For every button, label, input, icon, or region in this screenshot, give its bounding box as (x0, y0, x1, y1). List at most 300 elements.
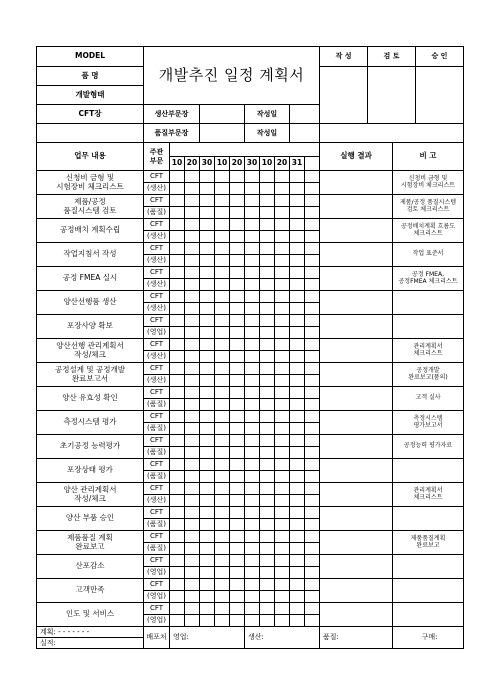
schedule-actual-cell[interactable] (260, 183, 275, 195)
schedule-plan-cell[interactable] (260, 243, 275, 255)
schedule-plan-cell[interactable] (230, 363, 245, 375)
schedule-plan-cell[interactable] (275, 531, 290, 543)
result-cell[interactable] (320, 267, 393, 291)
schedule-actual-cell[interactable] (185, 543, 200, 555)
schedule-plan-cell[interactable] (185, 171, 200, 183)
schedule-actual-cell[interactable] (305, 207, 320, 219)
schedule-actual-cell[interactable] (200, 543, 215, 555)
schedule-actual-cell[interactable] (200, 183, 215, 195)
schedule-plan-cell[interactable] (305, 291, 320, 303)
schedule-plan-cell[interactable] (245, 195, 260, 207)
schedule-actual-cell[interactable] (290, 279, 305, 291)
schedule-actual-cell[interactable] (230, 399, 245, 411)
schedule-plan-cell[interactable] (215, 315, 230, 327)
schedule-actual-cell[interactable] (275, 471, 290, 483)
schedule-plan-cell[interactable] (260, 555, 275, 567)
schedule-plan-cell[interactable] (230, 219, 245, 231)
schedule-actual-cell[interactable] (170, 447, 185, 459)
schedule-plan-cell[interactable] (275, 315, 290, 327)
schedule-plan-cell[interactable] (230, 411, 245, 423)
schedule-plan-cell[interactable] (245, 243, 260, 255)
schedule-plan-cell[interactable] (305, 411, 320, 423)
schedule-plan-cell[interactable] (275, 267, 290, 279)
schedule-actual-cell[interactable] (230, 303, 245, 315)
schedule-plan-cell[interactable] (215, 603, 230, 615)
schedule-actual-cell[interactable] (200, 231, 215, 243)
schedule-actual-cell[interactable] (305, 255, 320, 267)
schedule-plan-cell[interactable] (215, 483, 230, 495)
schedule-plan-cell[interactable] (305, 363, 320, 375)
schedule-plan-cell[interactable] (305, 555, 320, 567)
schedule-plan-cell[interactable] (200, 531, 215, 543)
schedule-actual-cell[interactable] (290, 615, 305, 627)
schedule-actual-cell[interactable] (185, 351, 200, 363)
schedule-plan-cell[interactable] (305, 483, 320, 495)
schedule-plan-cell[interactable] (275, 483, 290, 495)
schedule-actual-cell[interactable] (305, 327, 320, 339)
schedule-actual-cell[interactable] (200, 519, 215, 531)
schedule-actual-cell[interactable] (185, 375, 200, 387)
schedule-plan-cell[interactable] (200, 315, 215, 327)
schedule-plan-cell[interactable] (245, 555, 260, 567)
schedule-actual-cell[interactable] (185, 327, 200, 339)
schedule-actual-cell[interactable] (275, 615, 290, 627)
result-cell[interactable] (320, 339, 393, 363)
result-cell[interactable] (320, 483, 393, 507)
prod-write-date-value[interactable] (290, 105, 320, 124)
schedule-plan-cell[interactable] (275, 339, 290, 351)
schedule-plan-cell[interactable] (245, 171, 260, 183)
schedule-actual-cell[interactable] (200, 615, 215, 627)
schedule-plan-cell[interactable] (275, 291, 290, 303)
schedule-actual-cell[interactable] (245, 303, 260, 315)
schedule-actual-cell[interactable] (200, 399, 215, 411)
schedule-actual-cell[interactable] (230, 495, 245, 507)
schedule-actual-cell[interactable] (245, 423, 260, 435)
schedule-plan-cell[interactable] (230, 603, 245, 615)
schedule-plan-cell[interactable] (200, 387, 215, 399)
schedule-actual-cell[interactable] (215, 567, 230, 579)
schedule-actual-cell[interactable] (200, 495, 215, 507)
schedule-actual-cell[interactable] (215, 447, 230, 459)
schedule-actual-cell[interactable] (230, 591, 245, 603)
schedule-actual-cell[interactable] (185, 423, 200, 435)
schedule-actual-cell[interactable] (245, 615, 260, 627)
schedule-plan-cell[interactable] (260, 219, 275, 231)
schedule-plan-cell[interactable] (230, 315, 245, 327)
schedule-actual-cell[interactable] (200, 207, 215, 219)
schedule-plan-cell[interactable] (245, 315, 260, 327)
schedule-plan-cell[interactable] (215, 267, 230, 279)
schedule-actual-cell[interactable] (230, 183, 245, 195)
schedule-actual-cell[interactable] (305, 423, 320, 435)
schedule-plan-cell[interactable] (305, 531, 320, 543)
schedule-actual-cell[interactable] (290, 183, 305, 195)
schedule-plan-cell[interactable] (200, 339, 215, 351)
schedule-actual-cell[interactable] (290, 255, 305, 267)
schedule-actual-cell[interactable] (230, 327, 245, 339)
schedule-actual-cell[interactable] (215, 351, 230, 363)
schedule-actual-cell[interactable] (275, 279, 290, 291)
schedule-plan-cell[interactable] (215, 459, 230, 471)
schedule-actual-cell[interactable] (170, 375, 185, 387)
schedule-actual-cell[interactable] (200, 591, 215, 603)
schedule-actual-cell[interactable] (275, 207, 290, 219)
schedule-plan-cell[interactable] (290, 555, 305, 567)
schedule-plan-cell[interactable] (260, 507, 275, 519)
schedule-plan-cell[interactable] (185, 483, 200, 495)
schedule-plan-cell[interactable] (230, 267, 245, 279)
schedule-actual-cell[interactable] (200, 471, 215, 483)
schedule-plan-cell[interactable] (275, 243, 290, 255)
schedule-actual-cell[interactable] (200, 255, 215, 267)
schedule-plan-cell[interactable] (290, 195, 305, 207)
schedule-plan-cell[interactable] (185, 579, 200, 591)
sign-review-box[interactable] (368, 67, 416, 123)
schedule-actual-cell[interactable] (215, 255, 230, 267)
result-cell[interactable] (320, 387, 393, 411)
schedule-plan-cell[interactable] (245, 411, 260, 423)
schedule-plan-cell[interactable] (170, 243, 185, 255)
schedule-plan-cell[interactable] (170, 291, 185, 303)
sign-approve-box[interactable] (415, 67, 463, 123)
schedule-plan-cell[interactable] (215, 507, 230, 519)
schedule-plan-cell[interactable] (230, 459, 245, 471)
schedule-plan-cell[interactable] (260, 579, 275, 591)
schedule-actual-cell[interactable] (275, 423, 290, 435)
schedule-plan-cell[interactable] (290, 531, 305, 543)
schedule-plan-cell[interactable] (275, 579, 290, 591)
schedule-plan-cell[interactable] (230, 387, 245, 399)
schedule-actual-cell[interactable] (305, 543, 320, 555)
schedule-actual-cell[interactable] (290, 375, 305, 387)
schedule-actual-cell[interactable] (200, 567, 215, 579)
schedule-actual-cell[interactable] (200, 327, 215, 339)
schedule-actual-cell[interactable] (275, 231, 290, 243)
result-cell[interactable] (320, 195, 393, 219)
schedule-actual-cell[interactable] (170, 519, 185, 531)
schedule-plan-cell[interactable] (185, 195, 200, 207)
schedule-plan-cell[interactable] (290, 339, 305, 351)
schedule-actual-cell[interactable] (305, 471, 320, 483)
schedule-plan-cell[interactable] (275, 195, 290, 207)
schedule-plan-cell[interactable] (245, 435, 260, 447)
result-cell[interactable] (320, 411, 393, 435)
schedule-actual-cell[interactable] (230, 231, 245, 243)
schedule-plan-cell[interactable] (290, 243, 305, 255)
schedule-actual-cell[interactable] (215, 399, 230, 411)
schedule-plan-cell[interactable] (275, 171, 290, 183)
schedule-actual-cell[interactable] (200, 447, 215, 459)
schedule-actual-cell[interactable] (245, 351, 260, 363)
schedule-plan-cell[interactable] (290, 171, 305, 183)
schedule-plan-cell[interactable] (290, 363, 305, 375)
schedule-actual-cell[interactable] (275, 447, 290, 459)
schedule-plan-cell[interactable] (215, 195, 230, 207)
schedule-actual-cell[interactable] (260, 447, 275, 459)
schedule-plan-cell[interactable] (290, 483, 305, 495)
schedule-plan-cell[interactable] (200, 243, 215, 255)
schedule-actual-cell[interactable] (215, 423, 230, 435)
schedule-plan-cell[interactable] (275, 219, 290, 231)
schedule-plan-cell[interactable] (170, 579, 185, 591)
schedule-plan-cell[interactable] (260, 435, 275, 447)
schedule-actual-cell[interactable] (305, 231, 320, 243)
schedule-plan-cell[interactable] (200, 603, 215, 615)
schedule-actual-cell[interactable] (275, 567, 290, 579)
schedule-actual-cell[interactable] (215, 591, 230, 603)
schedule-plan-cell[interactable] (260, 411, 275, 423)
schedule-actual-cell[interactable] (260, 567, 275, 579)
schedule-actual-cell[interactable] (230, 423, 245, 435)
schedule-actual-cell[interactable] (305, 615, 320, 627)
schedule-actual-cell[interactable] (170, 351, 185, 363)
schedule-plan-cell[interactable] (200, 291, 215, 303)
schedule-actual-cell[interactable] (170, 279, 185, 291)
schedule-actual-cell[interactable] (260, 615, 275, 627)
result-cell[interactable] (320, 291, 393, 315)
schedule-actual-cell[interactable] (245, 567, 260, 579)
schedule-actual-cell[interactable] (230, 375, 245, 387)
schedule-actual-cell[interactable] (290, 351, 305, 363)
schedule-actual-cell[interactable] (185, 255, 200, 267)
schedule-plan-cell[interactable] (260, 339, 275, 351)
schedule-actual-cell[interactable] (230, 543, 245, 555)
schedule-actual-cell[interactable] (230, 567, 245, 579)
schedule-actual-cell[interactable] (290, 207, 305, 219)
schedule-plan-cell[interactable] (275, 459, 290, 471)
schedule-plan-cell[interactable] (170, 603, 185, 615)
schedule-plan-cell[interactable] (245, 267, 260, 279)
schedule-actual-cell[interactable] (200, 279, 215, 291)
schedule-actual-cell[interactable] (170, 495, 185, 507)
schedule-actual-cell[interactable] (245, 279, 260, 291)
schedule-plan-cell[interactable] (260, 483, 275, 495)
schedule-actual-cell[interactable] (260, 255, 275, 267)
schedule-actual-cell[interactable] (230, 519, 245, 531)
schedule-plan-cell[interactable] (185, 267, 200, 279)
schedule-plan-cell[interactable] (170, 555, 185, 567)
schedule-plan-cell[interactable] (185, 291, 200, 303)
schedule-actual-cell[interactable] (230, 351, 245, 363)
schedule-plan-cell[interactable] (170, 315, 185, 327)
schedule-actual-cell[interactable] (170, 567, 185, 579)
schedule-actual-cell[interactable] (245, 495, 260, 507)
schedule-actual-cell[interactable] (245, 231, 260, 243)
schedule-actual-cell[interactable] (260, 207, 275, 219)
schedule-actual-cell[interactable] (290, 327, 305, 339)
schedule-actual-cell[interactable] (245, 183, 260, 195)
schedule-plan-cell[interactable] (170, 531, 185, 543)
schedule-plan-cell[interactable] (215, 219, 230, 231)
schedule-plan-cell[interactable] (170, 387, 185, 399)
schedule-actual-cell[interactable] (260, 279, 275, 291)
schedule-plan-cell[interactable] (185, 387, 200, 399)
schedule-plan-cell[interactable] (215, 171, 230, 183)
schedule-actual-cell[interactable] (200, 303, 215, 315)
schedule-plan-cell[interactable] (200, 171, 215, 183)
schedule-actual-cell[interactable] (260, 303, 275, 315)
schedule-plan-cell[interactable] (305, 435, 320, 447)
schedule-actual-cell[interactable] (230, 279, 245, 291)
schedule-actual-cell[interactable] (290, 423, 305, 435)
schedule-plan-cell[interactable] (305, 507, 320, 519)
schedule-plan-cell[interactable] (275, 387, 290, 399)
schedule-actual-cell[interactable] (275, 183, 290, 195)
schedule-actual-cell[interactable] (170, 255, 185, 267)
schedule-plan-cell[interactable] (260, 171, 275, 183)
schedule-actual-cell[interactable] (260, 495, 275, 507)
schedule-actual-cell[interactable] (290, 399, 305, 411)
schedule-actual-cell[interactable] (170, 543, 185, 555)
result-cell[interactable] (320, 555, 393, 579)
schedule-plan-cell[interactable] (290, 267, 305, 279)
schedule-actual-cell[interactable] (275, 375, 290, 387)
schedule-actual-cell[interactable] (215, 495, 230, 507)
schedule-actual-cell[interactable] (215, 303, 230, 315)
schedule-actual-cell[interactable] (275, 255, 290, 267)
schedule-plan-cell[interactable] (290, 291, 305, 303)
schedule-plan-cell[interactable] (290, 507, 305, 519)
schedule-plan-cell[interactable] (185, 459, 200, 471)
schedule-plan-cell[interactable] (170, 435, 185, 447)
schedule-plan-cell[interactable] (200, 435, 215, 447)
schedule-plan-cell[interactable] (230, 435, 245, 447)
schedule-plan-cell[interactable] (305, 579, 320, 591)
schedule-actual-cell[interactable] (170, 615, 185, 627)
schedule-plan-cell[interactable] (215, 555, 230, 567)
schedule-plan-cell[interactable] (305, 219, 320, 231)
schedule-plan-cell[interactable] (290, 387, 305, 399)
schedule-actual-cell[interactable] (215, 543, 230, 555)
schedule-actual-cell[interactable] (290, 303, 305, 315)
schedule-plan-cell[interactable] (290, 315, 305, 327)
schedule-actual-cell[interactable] (305, 495, 320, 507)
schedule-actual-cell[interactable] (275, 327, 290, 339)
schedule-plan-cell[interactable] (215, 579, 230, 591)
schedule-plan-cell[interactable] (170, 411, 185, 423)
schedule-plan-cell[interactable] (230, 507, 245, 519)
schedule-actual-cell[interactable] (185, 279, 200, 291)
schedule-actual-cell[interactable] (185, 303, 200, 315)
schedule-actual-cell[interactable] (260, 519, 275, 531)
schedule-plan-cell[interactable] (170, 267, 185, 279)
schedule-plan-cell[interactable] (200, 507, 215, 519)
schedule-plan-cell[interactable] (185, 315, 200, 327)
result-cell[interactable] (320, 363, 393, 387)
schedule-plan-cell[interactable] (275, 363, 290, 375)
schedule-actual-cell[interactable] (185, 495, 200, 507)
schedule-plan-cell[interactable] (185, 339, 200, 351)
schedule-plan-cell[interactable] (230, 555, 245, 567)
schedule-actual-cell[interactable] (215, 279, 230, 291)
result-cell[interactable] (320, 435, 393, 459)
schedule-actual-cell[interactable] (200, 375, 215, 387)
schedule-plan-cell[interactable] (275, 555, 290, 567)
schedule-actual-cell[interactable] (215, 231, 230, 243)
schedule-actual-cell[interactable] (185, 567, 200, 579)
schedule-plan-cell[interactable] (185, 363, 200, 375)
schedule-plan-cell[interactable] (215, 411, 230, 423)
schedule-plan-cell[interactable] (260, 603, 275, 615)
schedule-plan-cell[interactable] (290, 435, 305, 447)
schedule-actual-cell[interactable] (185, 591, 200, 603)
schedule-plan-cell[interactable] (305, 387, 320, 399)
schedule-actual-cell[interactable] (185, 183, 200, 195)
schedule-plan-cell[interactable] (305, 243, 320, 255)
schedule-actual-cell[interactable] (185, 519, 200, 531)
schedule-actual-cell[interactable] (245, 519, 260, 531)
schedule-plan-cell[interactable] (200, 579, 215, 591)
schedule-plan-cell[interactable] (290, 603, 305, 615)
schedule-plan-cell[interactable] (245, 483, 260, 495)
schedule-actual-cell[interactable] (230, 447, 245, 459)
schedule-plan-cell[interactable] (185, 435, 200, 447)
schedule-actual-cell[interactable] (200, 351, 215, 363)
schedule-actual-cell[interactable] (245, 591, 260, 603)
schedule-actual-cell[interactable] (215, 471, 230, 483)
sign-write-box[interactable] (320, 67, 368, 123)
schedule-actual-cell[interactable] (185, 207, 200, 219)
schedule-actual-cell[interactable] (170, 327, 185, 339)
schedule-actual-cell[interactable] (275, 591, 290, 603)
schedule-actual-cell[interactable] (260, 423, 275, 435)
schedule-plan-cell[interactable] (200, 267, 215, 279)
schedule-plan-cell[interactable] (170, 219, 185, 231)
schedule-actual-cell[interactable] (290, 231, 305, 243)
schedule-plan-cell[interactable] (200, 483, 215, 495)
schedule-plan-cell[interactable] (200, 363, 215, 375)
schedule-plan-cell[interactable] (230, 483, 245, 495)
schedule-actual-cell[interactable] (215, 615, 230, 627)
schedule-actual-cell[interactable] (305, 351, 320, 363)
schedule-actual-cell[interactable] (215, 375, 230, 387)
schedule-plan-cell[interactable] (185, 219, 200, 231)
schedule-plan-cell[interactable] (230, 171, 245, 183)
schedule-actual-cell[interactable] (170, 591, 185, 603)
schedule-plan-cell[interactable] (200, 411, 215, 423)
schedule-plan-cell[interactable] (245, 339, 260, 351)
schedule-plan-cell[interactable] (170, 363, 185, 375)
schedule-plan-cell[interactable] (215, 363, 230, 375)
schedule-actual-cell[interactable] (305, 447, 320, 459)
schedule-actual-cell[interactable] (305, 279, 320, 291)
schedule-actual-cell[interactable] (290, 519, 305, 531)
schedule-plan-cell[interactable] (170, 459, 185, 471)
schedule-plan-cell[interactable] (245, 603, 260, 615)
schedule-actual-cell[interactable] (245, 375, 260, 387)
result-cell[interactable] (320, 579, 393, 603)
schedule-plan-cell[interactable] (275, 435, 290, 447)
schedule-actual-cell[interactable] (245, 399, 260, 411)
schedule-actual-cell[interactable] (215, 183, 230, 195)
result-cell[interactable] (320, 531, 393, 555)
schedule-actual-cell[interactable] (260, 399, 275, 411)
schedule-actual-cell[interactable] (245, 471, 260, 483)
schedule-plan-cell[interactable] (305, 603, 320, 615)
schedule-actual-cell[interactable] (305, 567, 320, 579)
schedule-actual-cell[interactable] (260, 327, 275, 339)
schedule-plan-cell[interactable] (230, 531, 245, 543)
schedule-plan-cell[interactable] (215, 531, 230, 543)
schedule-actual-cell[interactable] (170, 303, 185, 315)
schedule-plan-cell[interactable] (290, 411, 305, 423)
schedule-plan-cell[interactable] (260, 363, 275, 375)
schedule-plan-cell[interactable] (260, 387, 275, 399)
schedule-actual-cell[interactable] (275, 543, 290, 555)
schedule-plan-cell[interactable] (185, 603, 200, 615)
schedule-actual-cell[interactable] (245, 327, 260, 339)
